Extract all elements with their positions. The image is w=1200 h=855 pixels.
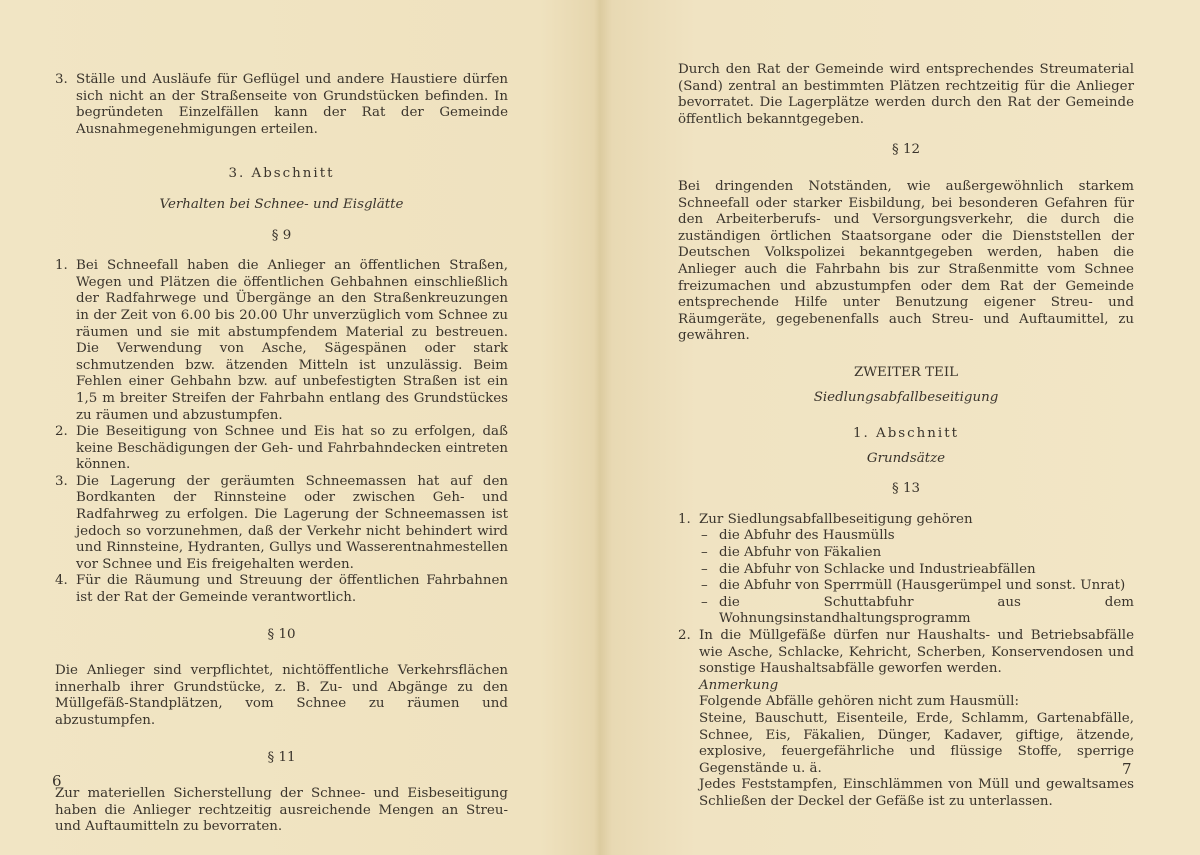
part-title: Siedlungsabfallbeseitigung: [813, 389, 999, 405]
note-final: Jedes Feststampfen, Einschlämmen von Müll und gewaltsames Schließen der Deckel der Gefäße ist zu unterlassen.: [699, 777, 1134, 809]
list-item: [55, 474, 508, 574]
paragraph-13-heading: § 13: [892, 481, 920, 497]
item-text: Die Beseitigung von Schnee und Eis hat so zu erfolgen, daß keine Beschädigungen der Geh- und Fahrbahndecken eintreten können.: [76, 424, 508, 473]
dash-list-item: – die Abfuhr von Sperrmüll (Hausgerümpel und sonst. Unrat): [699, 578, 1134, 595]
dash-list-item: – die Abfuhr von Fäkalien: [699, 545, 1134, 562]
item-text: Zur Siedlungsabfallbeseitigung gehören: [699, 511, 973, 527]
list-item: [55, 573, 508, 606]
left-page-text-column: [55, 72, 508, 836]
paragraph-9-items: [55, 258, 508, 606]
dash-list: [699, 528, 1134, 628]
section-heading: 1. Abschnitt: [853, 426, 959, 442]
item-number: 3.: [55, 72, 68, 87]
paragraph-10-text: Die Anlieger sind verpflichtet, nichtöffentliche Verkehrsflächen innerhalb ihrer Grundstücke, z. B. Zu- und Abgänge zu den Müllgefäß-Standplätzen, vom Schnee zu räumen und abzustumpfen.: [55, 663, 508, 728]
list-item: [678, 512, 1134, 628]
paragraph-10-heading: § 10: [267, 626, 296, 642]
section-title: Grundsätze: [866, 450, 946, 466]
note-label: Anmerkung: [699, 677, 779, 693]
page-number-right: 7: [1122, 760, 1132, 778]
list-item: [678, 628, 1134, 811]
section-title: Verhalten bei Schnee- und Eisglätte: [159, 196, 404, 212]
right-page: [600, 0, 1200, 855]
part-heading: ZWEITER TEIL: [853, 364, 959, 380]
list-item: [55, 424, 508, 474]
dash-list-item: – die Abfuhr von Schlacke und Industrieabfällen: [699, 562, 1134, 579]
paragraph-11-text: Zur materiellen Sicherstellung der Schnee- und Eisbeseitigung haben die Anlieger rechtzeitig ausreichende Mengen an Streu- und Auftaumitteln zu bevorraten.: [55, 786, 508, 835]
item-number: 3.: [55, 473, 68, 489]
paragraph-9-heading: § 9: [271, 227, 292, 243]
item-number: 2.: [678, 628, 691, 644]
right-page-text-column: [678, 62, 1134, 811]
note-list: Steine, Bauschutt, Eisenteile, Erde, Schlamm, Gartenabfälle, Schnee, Eis, Fäkalien, Dünger, Kadaver, giftige, ätzende, explosive, feuergefährliche und flüssige Stoffe, sperrige Gegenstände u. ä.: [699, 711, 1134, 776]
item-list-pre: [55, 72, 508, 138]
item-number: 1.: [55, 258, 68, 274]
item-text: Ställe und Ausläufe für Geflügel und andere Haustiere dürfen sich nicht an der Straßenseite von Grundstücken befinden. In begründeten Einzelfällen kann der Rat der Gemeinde Ausnahmegenehmigungen erteilen.: [76, 72, 508, 137]
item-number: 2.: [55, 424, 68, 440]
item-text: In die Müllgefäße dürfen nur Haushalts- und Betriebsabfälle wie Asche, Schlacke, Kehricht, Scherben, Konservendosen und sonstige Haushaltsabfälle geworfen werden.: [699, 628, 1134, 677]
section-heading: 3. Abschnitt: [228, 166, 335, 182]
paragraph-12-heading: § 12: [892, 142, 920, 158]
note-intro: Folgende Abfälle gehören nicht zum Hausmüll:: [699, 694, 1019, 710]
item-number: 1.: [678, 511, 691, 527]
list-item: [55, 258, 508, 424]
item-number: 4.: [55, 573, 68, 589]
paragraph-12-text: Bei dringenden Notständen, wie außergewöhnlich starkem Schneefall oder starker Eisbildung, bei besonderen Gefahren für den Arbeiterberufs- und Versorgungsverkehr, die durch die zuständigen örtlichen Staatsorgane oder die Dienststellen der Deutschen Volkspolizei bekanntgegeben werden, haben die Anlieger auch die Fahrbahn bis zur Straßenmitte vom Schnee freizumachen und abzustumpfen oder dem Rat der Gemeinde entsprechende Hilfe unter Benutzung eigener Streu- und Räumgeräte, gegebenenfalls auch Streu- und Auftaumittel, zu gewähren.: [678, 178, 1134, 344]
dash-list-item: – die Abfuhr des Hausmülls: [699, 528, 1134, 545]
intro-text: Durch den Rat der Gemeinde wird entsprechendes Streumaterial (Sand) zentral an bestimmten Plätzen rechtzeitig für die Anlieger bevorratet. Die Lagerplätze werden durch den Rat der Gemeinde öffentlich bekanntgegeben.: [678, 62, 1134, 127]
item-text: Die Lagerung der geräumten Schneemassen hat auf den Bordkanten der Rinnsteine oder zwischen Geh- und Radfahrweg zu erfolgen. Die Lagerung der Schneemassen ist jedoch so vorzunehmen, daß der Verkehr nicht behindert wird und Rinnsteine, Hydranten, Gullys und Wasserentnahmestellen vor Schnee und Eis freigehalten werden.: [76, 473, 508, 572]
item-text: Für die Räumung und Streuung der öffentlichen Fahrbahnen ist der Rat der Gemeinde verantwortlich.: [76, 573, 508, 606]
paragraph-11-heading: § 11: [267, 749, 296, 765]
paragraph-13-items: [678, 512, 1134, 811]
dash-list-item: – die Schuttabfuhr aus dem Wohnungsinstandhaltungsprogramm: [699, 595, 1134, 628]
list-item: [55, 72, 508, 138]
page-number-left: 6: [52, 772, 62, 790]
item-text: Bei Schneefall haben die Anlieger an öffentlichen Straßen, Wegen und Plätzen die öffentlichen Gehbahnen einschließlich der Radfahrwege und Übergänge an den Straßenkreuzungen in der Zeit von 6.00 bis 20.00 Uhr unverzüglich vom Schnee zu räumen und sie mit abstumpfendem Material zu bestreuen. Die Verwendung von Asche, Sägespänen oder stark schmutzenden bzw. ätzenden Mitteln ist unzulässig. Beim Fehlen einer Gehbahn bzw. auf unbefestigten Straßen ist ein 1,5 m breiter Streifen der Fahrbahn entlang des Grundstückes zu räumen und abzustumpfen.: [76, 258, 508, 423]
